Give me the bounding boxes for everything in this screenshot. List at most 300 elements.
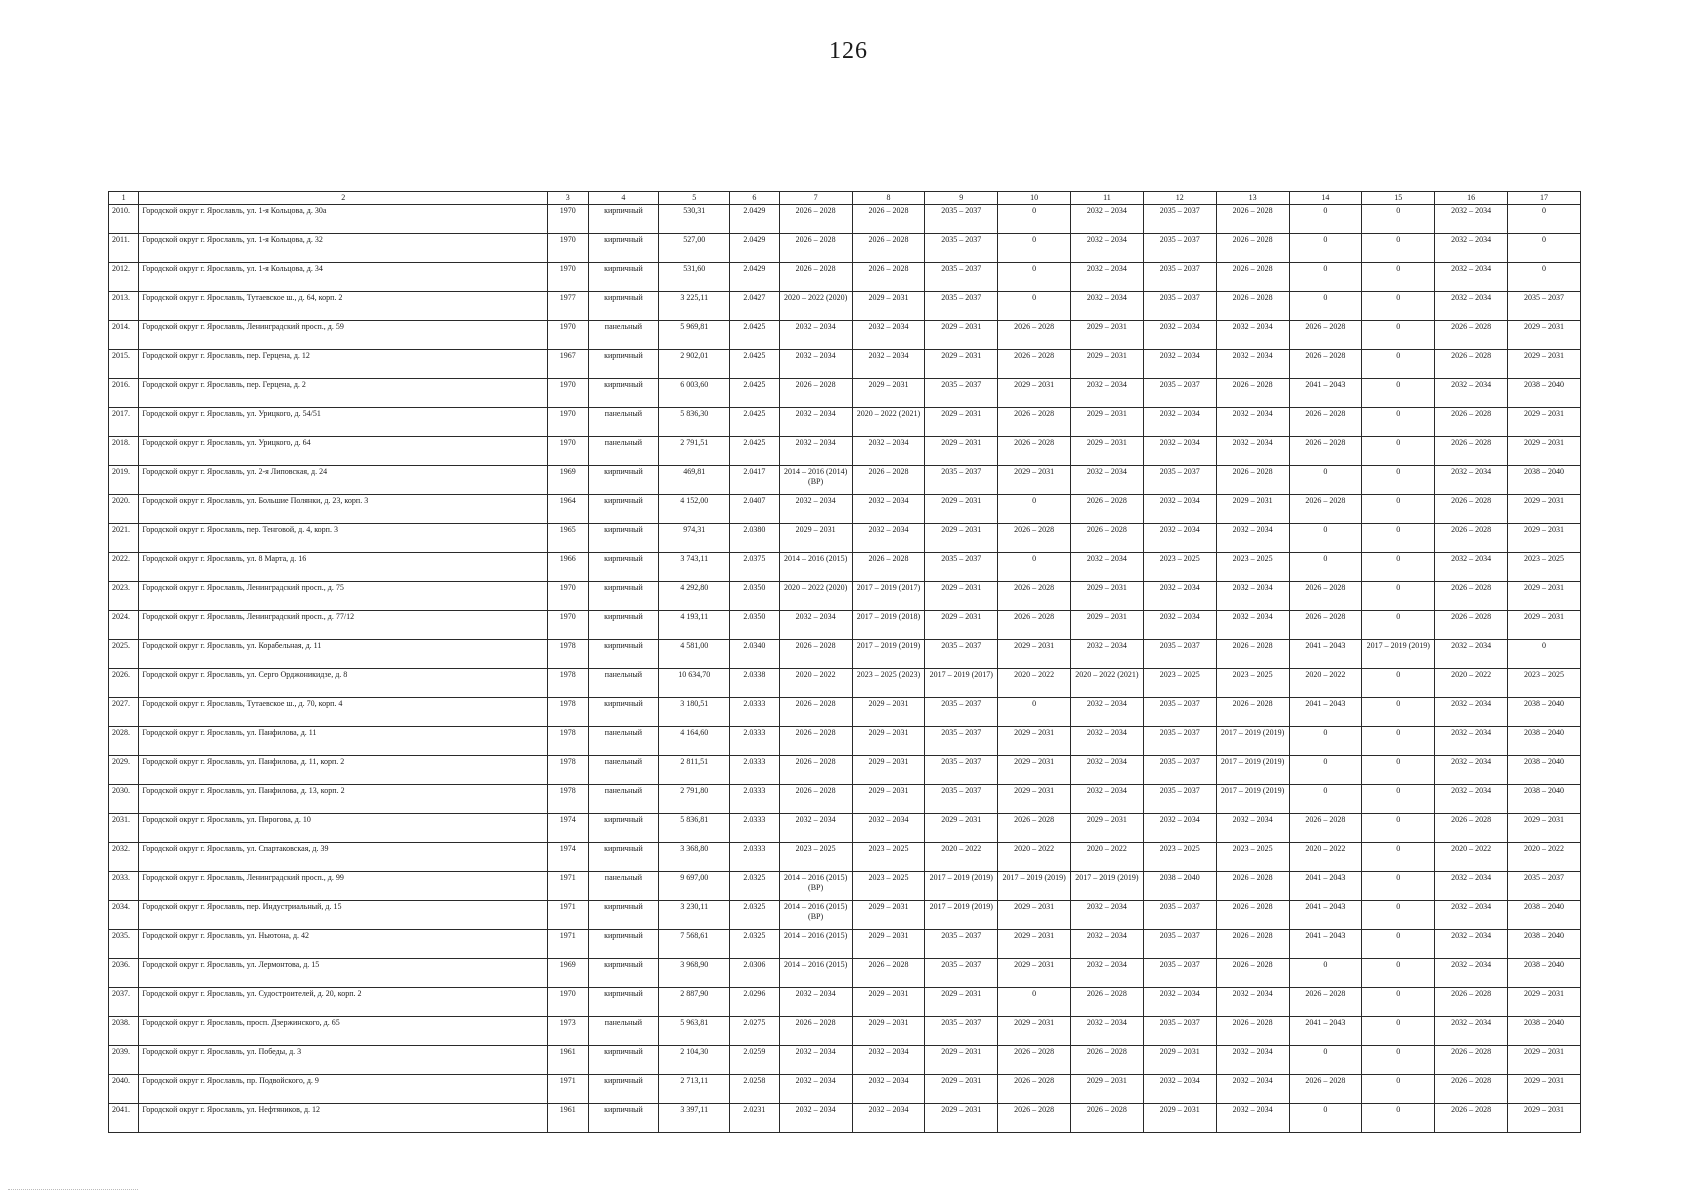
table-cell: 2032 – 2034	[1071, 1017, 1144, 1046]
table-cell: 2026 – 2028	[1216, 640, 1289, 669]
table-cell: Городской округ г. Ярославль, ул. Нефтяников, д. 12	[139, 1104, 548, 1133]
table-cell: 2035 – 2037	[1143, 756, 1216, 785]
table-cell: 2.0407	[730, 495, 780, 524]
table-cell: 2032 – 2034	[1071, 901, 1144, 930]
table-cell: 2020 – 2022	[1435, 843, 1508, 872]
table-cell: 5 836,30	[659, 408, 730, 437]
table-cell: 0	[1289, 756, 1362, 785]
table-cell: 2012.	[109, 263, 139, 292]
table-cell: 2.0425	[730, 437, 780, 466]
table-cell: кирпичный	[588, 466, 659, 495]
table-cell: Городской округ г. Ярославль, ул. Серго Орджоникидзе, д. 8	[139, 669, 548, 698]
table-cell: 2.0350	[730, 611, 780, 640]
table-cell: 2032 – 2034	[1071, 756, 1144, 785]
table-cell: 0	[1289, 727, 1362, 756]
table-cell: 2026 – 2028	[1289, 611, 1362, 640]
table-cell: 2020 – 2022	[1289, 669, 1362, 698]
table-cell: кирпичный	[588, 1075, 659, 1104]
table-cell: 1967	[548, 350, 588, 379]
table-row	[109, 553, 1581, 582]
table-cell: 2032 – 2034	[1216, 524, 1289, 553]
table-row	[109, 698, 1581, 727]
table-cell: 2017 – 2019 (2017)	[852, 582, 925, 611]
table-cell: 2038.	[109, 1017, 139, 1046]
table-cell: Городской округ г. Ярославль, ул. Большие Полянки, д. 23, корп. 3	[139, 495, 548, 524]
table-cell: 2017 – 2019 (2019)	[1362, 640, 1435, 669]
table-cell: 1970	[548, 988, 588, 1017]
table-row	[109, 785, 1581, 814]
table-cell: Городской округ г. Ярославль, ул. Победы, д. 3	[139, 1046, 548, 1075]
table-cell: 2017 – 2019 (2019)	[1071, 872, 1144, 901]
table-cell: 2026.	[109, 669, 139, 698]
table-cell: 2035 – 2037	[925, 1017, 998, 1046]
table-cell: 1971	[548, 901, 588, 930]
table-cell: 0	[1362, 524, 1435, 553]
table-cell: 3 230,11	[659, 901, 730, 930]
table-cell: 2.0429	[730, 234, 780, 263]
table-cell: 0	[1362, 930, 1435, 959]
table-cell: 2026 – 2028	[998, 1075, 1071, 1104]
table-cell: кирпичный	[588, 1046, 659, 1075]
table-row	[109, 843, 1581, 872]
table-cell: 2032 – 2034	[1071, 379, 1144, 408]
table-row	[109, 234, 1581, 263]
table-cell: 1974	[548, 843, 588, 872]
table-cell: 2032 – 2034	[1435, 205, 1508, 234]
table-cell: Городской округ г. Ярославль, ул. 1-я Кольцова, д. 32	[139, 234, 548, 263]
table-cell: 0	[998, 553, 1071, 582]
table-cell: 1961	[548, 1104, 588, 1133]
column-header: 12	[1143, 192, 1216, 205]
table-cell: 2038 – 2040	[1507, 959, 1580, 988]
table-cell: 2032 – 2034	[1435, 727, 1508, 756]
table-cell: 0	[1507, 205, 1580, 234]
table-cell: 5 969,81	[659, 321, 730, 350]
table-cell: 2026 – 2028	[1071, 988, 1144, 1017]
table-cell: 2.0333	[730, 756, 780, 785]
table-cell: панельный	[588, 785, 659, 814]
table-cell: 1970	[548, 321, 588, 350]
table-cell: кирпичный	[588, 205, 659, 234]
table-cell: 2029 – 2031	[998, 901, 1071, 930]
table-cell: 2035 – 2037	[1507, 872, 1580, 901]
table-cell: 0	[1362, 1017, 1435, 1046]
table-cell: 2023 – 2025	[1216, 669, 1289, 698]
table-cell: 2029 – 2031	[852, 901, 925, 930]
table-cell: 2014.	[109, 321, 139, 350]
table-cell: 1970	[548, 379, 588, 408]
table-cell: 2035 – 2037	[925, 553, 998, 582]
table-cell: кирпичный	[588, 350, 659, 379]
table-cell: 2.0350	[730, 582, 780, 611]
table-cell: 530,31	[659, 205, 730, 234]
table-cell: 1970	[548, 263, 588, 292]
table-cell: 2041 – 2043	[1289, 901, 1362, 930]
table-cell: 0	[1289, 205, 1362, 234]
table-cell: 2026 – 2028	[1289, 437, 1362, 466]
table-cell: Городской округ г. Ярославль, ул. 1-я Кольцова, д. 34	[139, 263, 548, 292]
column-header: 14	[1289, 192, 1362, 205]
table-cell: 2018.	[109, 437, 139, 466]
table-cell: 2029 – 2031	[998, 466, 1071, 495]
table-cell: 2030.	[109, 785, 139, 814]
table-cell: 0	[998, 205, 1071, 234]
table-cell: 2032 – 2034	[1071, 959, 1144, 988]
table-cell: Городской округ г. Ярославль, пр. Подвойского, д. 9	[139, 1075, 548, 1104]
table-cell: 2 713,11	[659, 1075, 730, 1104]
table-cell: 0	[998, 988, 1071, 1017]
table-row	[109, 669, 1581, 698]
table-cell: Городской округ г. Ярославль, ул. Лермонтова, д. 15	[139, 959, 548, 988]
table-cell: 1965	[548, 524, 588, 553]
table-cell: 2026 – 2028	[1435, 495, 1508, 524]
table-cell: 2029 – 2031	[852, 292, 925, 321]
table-cell: 2032 – 2034	[779, 437, 852, 466]
table-cell: кирпичный	[588, 640, 659, 669]
table-cell: Городской округ г. Ярославль, ул. Ньютона, д. 42	[139, 930, 548, 959]
table-cell: 2035 – 2037	[925, 930, 998, 959]
table-cell: 2038 – 2040	[1507, 785, 1580, 814]
table-cell: 2026 – 2028	[779, 1017, 852, 1046]
table-cell: 2026 – 2028	[1216, 872, 1289, 901]
table-cell: 2020 – 2022 (2021)	[1071, 669, 1144, 698]
table-cell: 2 902,01	[659, 350, 730, 379]
table-cell: 2032 – 2034	[1143, 611, 1216, 640]
table-cell: 2026 – 2028	[1216, 234, 1289, 263]
table-cell: 0	[1362, 321, 1435, 350]
table-row	[109, 1046, 1581, 1075]
table-cell: 0	[1362, 582, 1435, 611]
table-cell: 1978	[548, 669, 588, 698]
table-cell: 527,00	[659, 234, 730, 263]
table-cell: 0	[998, 292, 1071, 321]
table-cell: 2032.	[109, 843, 139, 872]
table-cell: 2.0425	[730, 321, 780, 350]
table-cell: 2029 – 2031	[1507, 408, 1580, 437]
table-cell: 2035 – 2037	[1143, 379, 1216, 408]
column-header: 13	[1216, 192, 1289, 205]
table-cell: 2026 – 2028	[1289, 408, 1362, 437]
table-cell: 2015.	[109, 350, 139, 379]
column-header: 7	[779, 192, 852, 205]
table-cell: 2011.	[109, 234, 139, 263]
table-cell: кирпичный	[588, 495, 659, 524]
table-cell: 2.0333	[730, 727, 780, 756]
table-cell: панельный	[588, 669, 659, 698]
table-cell: 2026 – 2028	[1435, 611, 1508, 640]
table-row	[109, 611, 1581, 640]
table-cell: 2031.	[109, 814, 139, 843]
table-cell: 0	[1362, 437, 1435, 466]
table-cell: 1978	[548, 640, 588, 669]
table-cell: 2.0380	[730, 524, 780, 553]
table-cell: 2026 – 2028	[1071, 1046, 1144, 1075]
table-cell: 1977	[548, 292, 588, 321]
table-cell: 2035 – 2037	[1143, 640, 1216, 669]
table-cell: 2032 – 2034	[852, 1046, 925, 1075]
table-cell: 2029 – 2031	[852, 379, 925, 408]
table-cell: 0	[1289, 959, 1362, 988]
table-cell: 2026 – 2028	[779, 205, 852, 234]
table-cell: 2023 – 2025	[1507, 553, 1580, 582]
table-cell: 2032 – 2034	[779, 321, 852, 350]
table-cell: 9 697,00	[659, 872, 730, 901]
table-row	[109, 1104, 1581, 1133]
table-cell: 2.0333	[730, 698, 780, 727]
table-cell: Городской округ г. Ярославль, ул. Урицкого, д. 54/51	[139, 408, 548, 437]
table-cell: 2032 – 2034	[1143, 524, 1216, 553]
table-cell: 2029 – 2031	[852, 785, 925, 814]
table-cell: 2026 – 2028	[1435, 1104, 1508, 1133]
table-cell: кирпичный	[588, 379, 659, 408]
table-cell: 2035 – 2037	[925, 466, 998, 495]
table-cell: 2029 – 2031	[925, 321, 998, 350]
table-cell: 2032 – 2034	[1435, 756, 1508, 785]
table-cell: кирпичный	[588, 959, 659, 988]
table-cell: 2032 – 2034	[852, 814, 925, 843]
table-cell: 2035 – 2037	[925, 698, 998, 727]
table-cell: 1969	[548, 466, 588, 495]
table-cell: 2.0425	[730, 350, 780, 379]
column-header: 6	[730, 192, 780, 205]
table-row	[109, 292, 1581, 321]
table-cell: панельный	[588, 756, 659, 785]
table-cell: 2032 – 2034	[1435, 1017, 1508, 1046]
table-cell: 2026 – 2028	[1435, 524, 1508, 553]
table-cell: 2026 – 2028	[1071, 524, 1144, 553]
table-cell: 2026 – 2028	[1216, 379, 1289, 408]
table-cell: Городской округ г. Ярославль, Тутаевское ш., д. 70, корп. 4	[139, 698, 548, 727]
table-cell: 2.0333	[730, 843, 780, 872]
table-cell: 3 225,11	[659, 292, 730, 321]
table-cell: 2035 – 2037	[925, 205, 998, 234]
table-cell: 1961	[548, 1046, 588, 1075]
table-cell: 0	[1362, 901, 1435, 930]
table-cell: 2032 – 2034	[1435, 640, 1508, 669]
table-cell: 2034.	[109, 901, 139, 930]
table-cell: 2032 – 2034	[1435, 466, 1508, 495]
table-cell: 1971	[548, 1075, 588, 1104]
table-cell: 0	[1362, 234, 1435, 263]
table-cell: 2026 – 2028	[1216, 1017, 1289, 1046]
table-cell: 2035 – 2037	[925, 292, 998, 321]
table-cell: 0	[1362, 727, 1435, 756]
page-number: 126	[829, 38, 868, 64]
table-cell: 2.0325	[730, 872, 780, 901]
table-cell: 2029 – 2031	[852, 727, 925, 756]
table-cell: 2029 – 2031	[998, 1017, 1071, 1046]
table-cell: 2029 – 2031	[779, 524, 852, 553]
table-cell: Городской округ г. Ярославль, Ленинградский просп., д. 77/12	[139, 611, 548, 640]
table-cell: 2020 – 2022 (2020)	[779, 582, 852, 611]
table-cell: 2032 – 2034	[1435, 553, 1508, 582]
table-cell: Городской округ г. Ярославль, ул. Корабельная, д. 11	[139, 640, 548, 669]
table-cell: 2029 – 2031	[1507, 1075, 1580, 1104]
table-cell: 2013.	[109, 292, 139, 321]
table-row	[109, 408, 1581, 437]
table-cell: 2023 – 2025	[1216, 843, 1289, 872]
table-cell: 2032 – 2034	[1071, 292, 1144, 321]
table-cell: панельный	[588, 1017, 659, 1046]
table-cell: 2020 – 2022 (2021)	[852, 408, 925, 437]
table-cell: 2026 – 2028	[1289, 350, 1362, 379]
table-cell: 2026 – 2028	[852, 263, 925, 292]
table-cell: 2026 – 2028	[1435, 988, 1508, 1017]
column-header: 15	[1362, 192, 1435, 205]
table-cell: 2032 – 2034	[852, 437, 925, 466]
table-row	[109, 930, 1581, 959]
table-cell: 10 634,70	[659, 669, 730, 698]
table-cell: 2029 – 2031	[998, 785, 1071, 814]
column-header: 2	[139, 192, 548, 205]
table-cell: 2026 – 2028	[779, 379, 852, 408]
table-cell: 0	[1362, 785, 1435, 814]
table-cell: 2.0306	[730, 959, 780, 988]
table-cell: 0	[1362, 1046, 1435, 1075]
table-cell: 2026 – 2028	[998, 1046, 1071, 1075]
table-cell: 2041 – 2043	[1289, 379, 1362, 408]
table-cell: 2026 – 2028	[852, 234, 925, 263]
table-cell: 2029 – 2031	[1507, 814, 1580, 843]
table-cell: 2023.	[109, 582, 139, 611]
table-cell: 0	[1362, 495, 1435, 524]
table-cell: 2020 – 2022	[779, 669, 852, 698]
table-cell: 2041 – 2043	[1289, 930, 1362, 959]
table-cell: 2032 – 2034	[1435, 292, 1508, 321]
table-cell: 0	[1362, 988, 1435, 1017]
table-cell: 2.0259	[730, 1046, 780, 1075]
table-cell: 2020 – 2022 (2020)	[779, 292, 852, 321]
table-cell: 2032 – 2034	[1435, 379, 1508, 408]
table-cell: 2026 – 2028	[1435, 582, 1508, 611]
table-cell: 2 791,51	[659, 437, 730, 466]
table-cell: 2032 – 2034	[1216, 408, 1289, 437]
column-header: 9	[925, 192, 998, 205]
table-cell: 2040.	[109, 1075, 139, 1104]
table-cell: 1971	[548, 872, 588, 901]
table-cell: 0	[1362, 756, 1435, 785]
table-cell: 2014 – 2016 (2015) (ВР)	[779, 901, 852, 930]
table-cell: 2014 – 2016 (2014) (ВР)	[779, 466, 852, 495]
table-cell: 5 963,81	[659, 1017, 730, 1046]
table-cell: 2032 – 2034	[1216, 1046, 1289, 1075]
table-cell: 2014 – 2016 (2015)	[779, 553, 852, 582]
table-cell: 1970	[548, 582, 588, 611]
table-cell: 2035 – 2037	[925, 727, 998, 756]
table-cell: 2.0325	[730, 930, 780, 959]
table-cell: 2 104,30	[659, 1046, 730, 1075]
table-row	[109, 495, 1581, 524]
table-cell: 2026 – 2028	[1289, 495, 1362, 524]
table-cell: 0	[1362, 698, 1435, 727]
table-cell: 2029 – 2031	[1071, 437, 1144, 466]
table-cell: Городской округ г. Ярославль, ул. Пирогова, д. 10	[139, 814, 548, 843]
table-cell: 2026 – 2028	[998, 437, 1071, 466]
table-cell: 2029 – 2031	[925, 350, 998, 379]
table-cell: Городской округ г. Ярославль, пер. Тенговой, д. 4, корп. 3	[139, 524, 548, 553]
table-cell: 2017 – 2019 (2019)	[998, 872, 1071, 901]
table-cell: 2029 – 2031	[852, 988, 925, 1017]
table-cell: 0	[1362, 959, 1435, 988]
table-cell: 2032 – 2034	[1435, 263, 1508, 292]
table-cell: 2026 – 2028	[1071, 1104, 1144, 1133]
table-cell: 2026 – 2028	[1216, 901, 1289, 930]
table-cell: 2.0333	[730, 785, 780, 814]
table-cell: 2.0258	[730, 1075, 780, 1104]
table-cell: 2029 – 2031	[925, 988, 998, 1017]
table-cell: 3 968,90	[659, 959, 730, 988]
table-cell: 2029 – 2031	[998, 727, 1071, 756]
table-cell: 2032 – 2034	[852, 350, 925, 379]
table-cell: 2035 – 2037	[925, 263, 998, 292]
table-cell: 2017 – 2019 (2017)	[925, 669, 998, 698]
table-cell: 2026 – 2028	[1289, 814, 1362, 843]
table-cell: 2032 – 2034	[1216, 321, 1289, 350]
table-cell: 0	[1362, 350, 1435, 379]
table-cell: 0	[1289, 524, 1362, 553]
table-cell: 2019.	[109, 466, 139, 495]
table-cell: 2035 – 2037	[925, 234, 998, 263]
table-cell: 3 368,80	[659, 843, 730, 872]
table-cell: 2032 – 2034	[1071, 698, 1144, 727]
table-cell: 0	[1362, 843, 1435, 872]
table-cell: 2035 – 2037	[1143, 785, 1216, 814]
table-cell: 2026 – 2028	[779, 640, 852, 669]
table-cell: 2029 – 2031	[1071, 408, 1144, 437]
table-cell: 2029 – 2031	[1071, 321, 1144, 350]
table-cell: 531,60	[659, 263, 730, 292]
table-cell: 2017 – 2019 (2018)	[852, 611, 925, 640]
table-cell: 2020 – 2022	[1289, 843, 1362, 872]
table-cell: 2020 – 2022	[1071, 843, 1144, 872]
table-row	[109, 524, 1581, 553]
table-cell: 2038 – 2040	[1507, 930, 1580, 959]
table-cell: 0	[1362, 669, 1435, 698]
table-cell: 2029 – 2031	[925, 1046, 998, 1075]
table-row	[109, 959, 1581, 988]
table-cell: Городской округ г. Ярославль, ул. Панфилова, д. 13, корп. 2	[139, 785, 548, 814]
table-cell: 1971	[548, 930, 588, 959]
table-cell: Городской округ г. Ярославль, пер. Герцена, д. 2	[139, 379, 548, 408]
table-cell: 2.0275	[730, 1017, 780, 1046]
table-cell: 2014 – 2016 (2015) (ВР)	[779, 872, 852, 901]
table-cell: 2014 – 2016 (2015)	[779, 959, 852, 988]
table-cell: 2029 – 2031	[1071, 1075, 1144, 1104]
table-cell: 2029 – 2031	[1507, 524, 1580, 553]
table-cell: 2026 – 2028	[1289, 582, 1362, 611]
table-cell: Городской округ г. Ярославль, пер. Индустриальный, д. 15	[139, 901, 548, 930]
table-cell: Городской округ г. Ярославль, ул. 1-я Кольцова, д. 30а	[139, 205, 548, 234]
table-cell: 2032 – 2034	[1071, 234, 1144, 263]
table-cell: кирпичный	[588, 1104, 659, 1133]
table-cell: 2041.	[109, 1104, 139, 1133]
table-cell: 2029 – 2031	[1143, 1046, 1216, 1075]
table-cell: 2.0325	[730, 901, 780, 930]
table-cell: 2026 – 2028	[1216, 292, 1289, 321]
table-cell: 0	[1362, 466, 1435, 495]
table-cell: 2032 – 2034	[779, 495, 852, 524]
table-cell: 0	[1289, 553, 1362, 582]
table-cell: 2029 – 2031	[925, 814, 998, 843]
table-cell: 2026 – 2028	[1435, 437, 1508, 466]
table-cell: 2029 – 2031	[925, 1075, 998, 1104]
table-cell: 2032 – 2034	[1071, 727, 1144, 756]
table-cell: 2028.	[109, 727, 139, 756]
table-cell: панельный	[588, 727, 659, 756]
table-cell: 0	[1362, 292, 1435, 321]
table-cell: 2029 – 2031	[1071, 611, 1144, 640]
table-cell: 2032 – 2034	[1071, 466, 1144, 495]
